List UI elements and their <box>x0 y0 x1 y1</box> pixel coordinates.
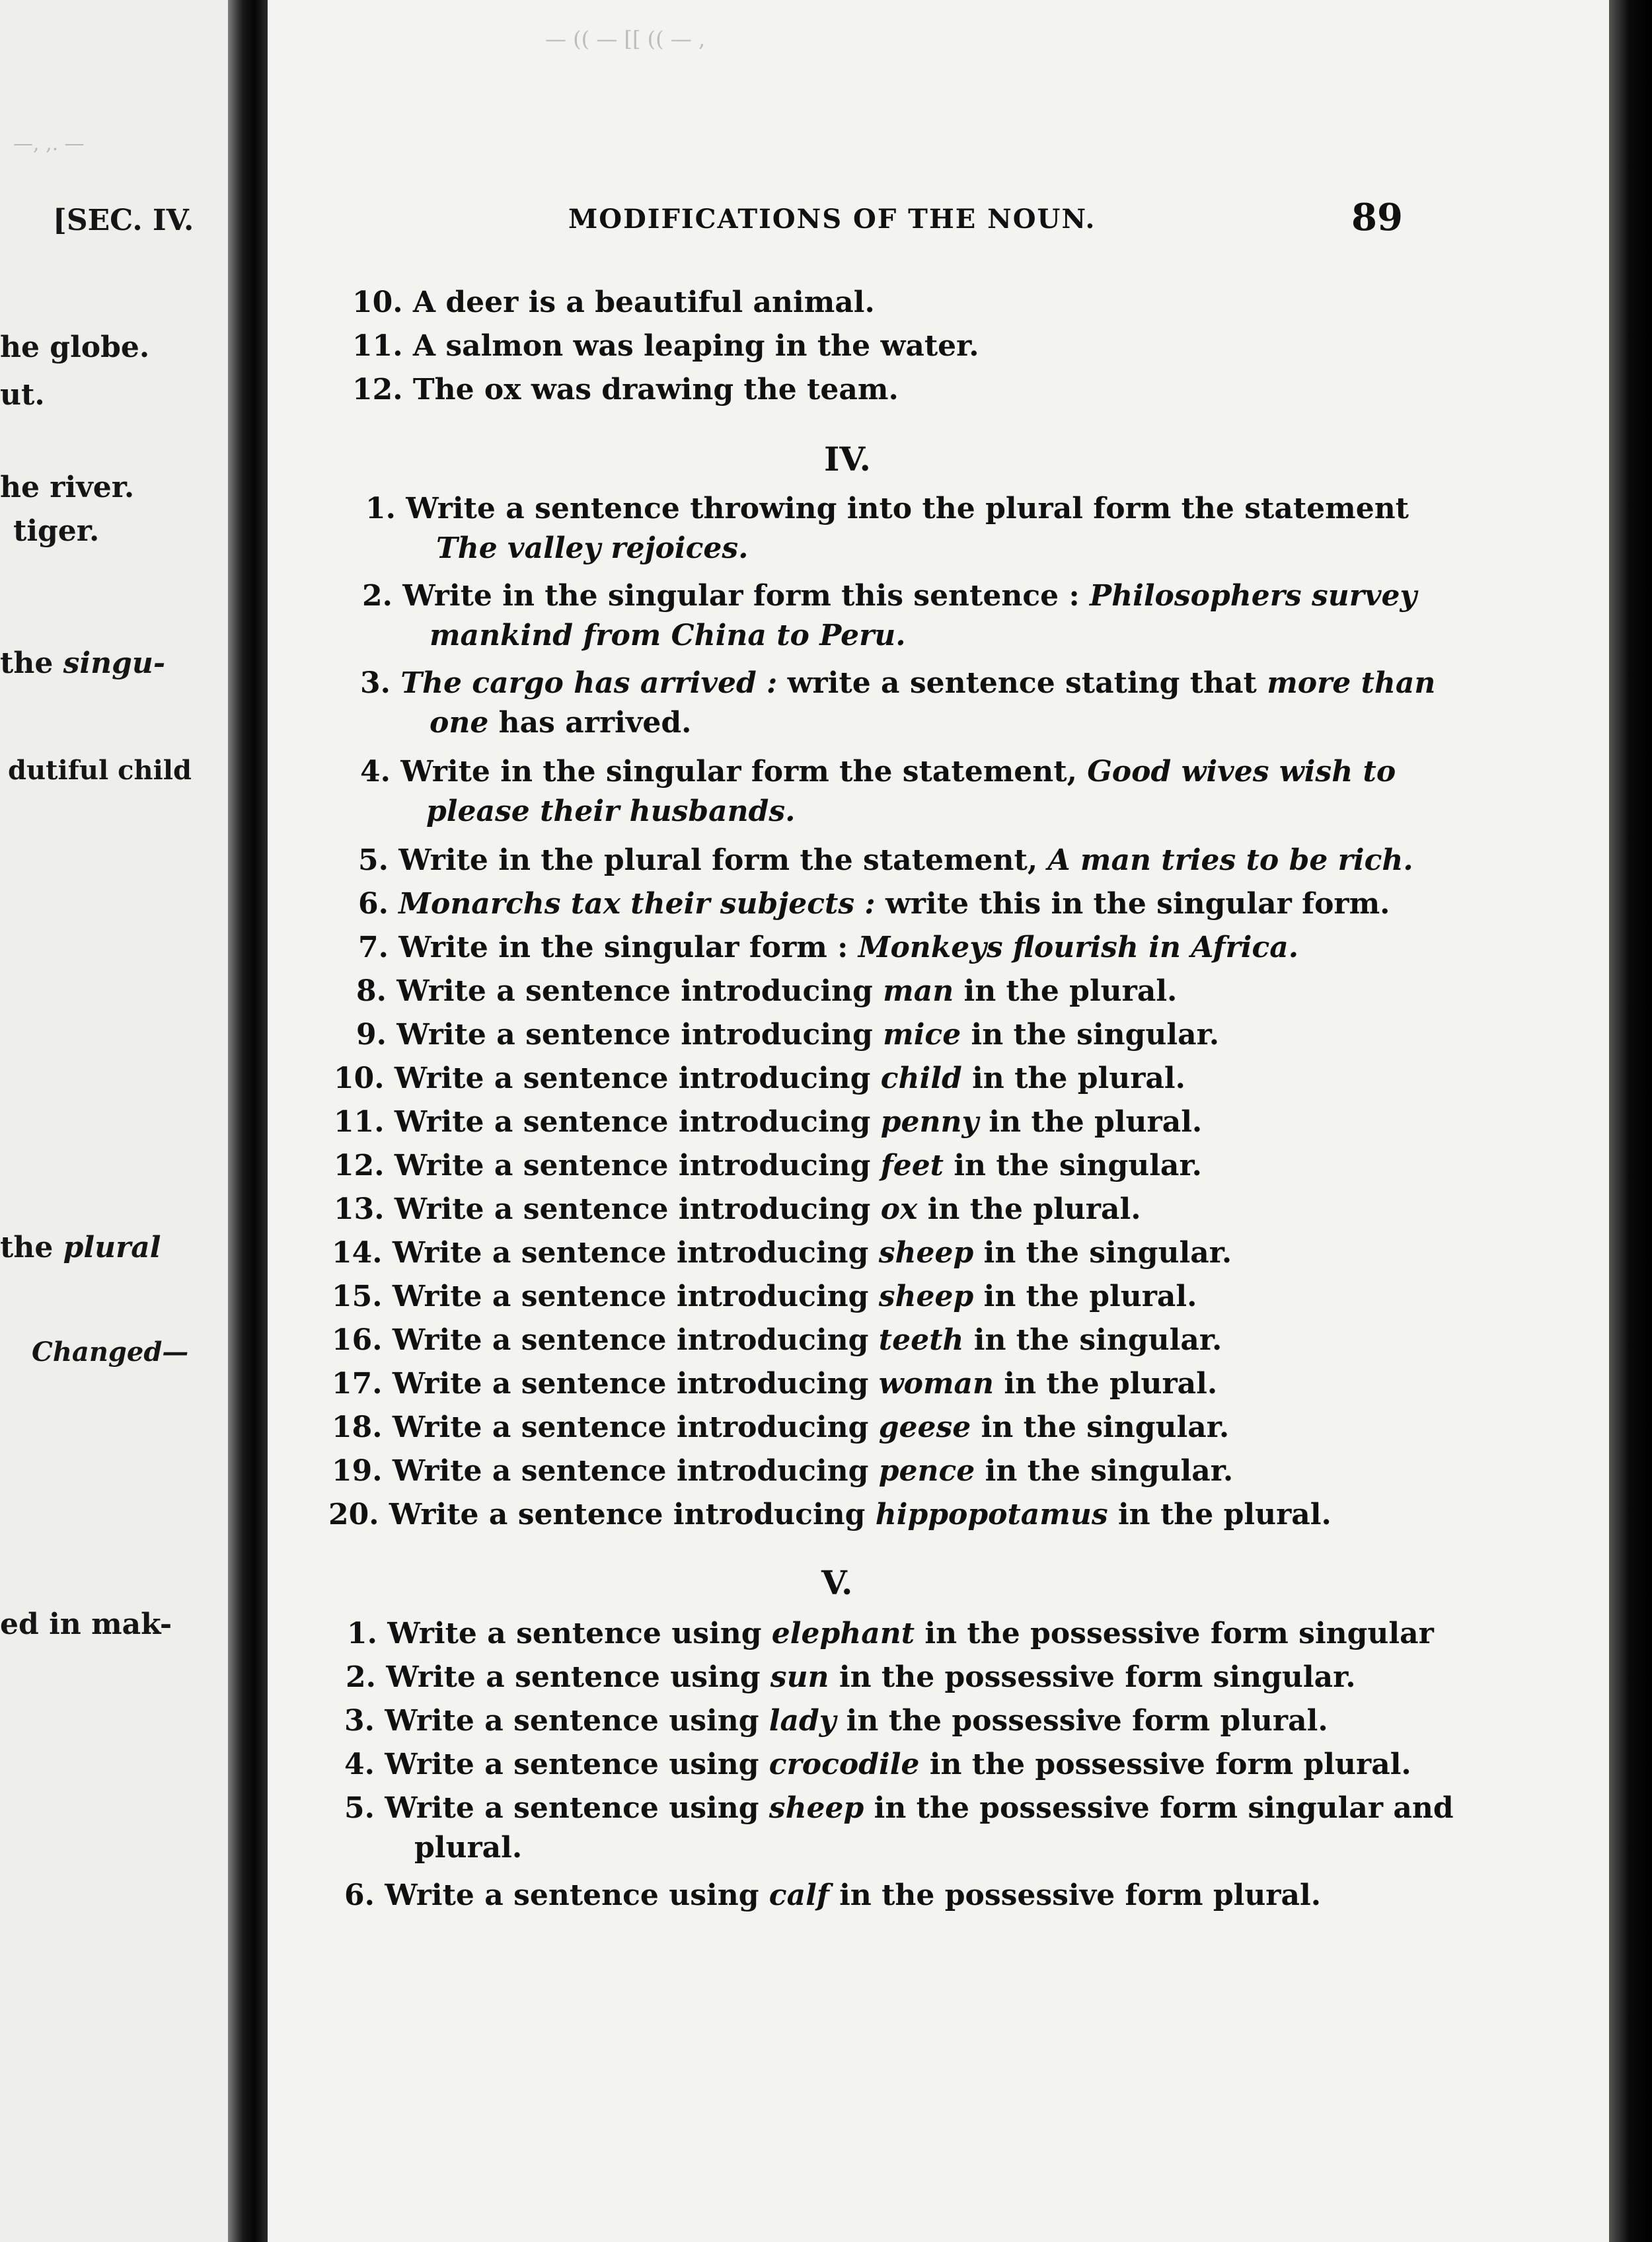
exercise-item: 5. Write in the plural form the statement, A man tries to be rich. <box>358 843 1413 877</box>
previous-page-margin <box>0 0 228 2242</box>
exercise-item: 3. Write a sentence using lady in the possessive form plural. <box>344 1704 1328 1738</box>
previous-page-fragment: dutiful child <box>8 755 192 786</box>
exercise-item: 1. Write a sentence throwing into the plural form the statement <box>365 492 1409 525</box>
previous-page-fragment: ed in mak- <box>0 1607 172 1641</box>
exercise-item: 6. Monarchs tax their subjects : write this in the singular form. <box>358 887 1390 921</box>
bleed-through-text: —, ,. — <box>13 132 85 155</box>
exercise-item: 9. Write a sentence introducing mice in the singular. <box>356 1018 1220 1052</box>
exercise-item: 11. Write a sentence introducing penny in the plural. <box>334 1105 1203 1139</box>
exercise-item-continuation: mankind from China to Peru. <box>430 619 906 652</box>
running-head: MODIFICATIONS OF THE NOUN. <box>568 204 1096 235</box>
exercise-item: 8. Write a sentence introducing man in the plural. <box>356 974 1178 1008</box>
exercise-item: 4. Write a sentence using crocodile in the possessive form plural. <box>344 1748 1411 1781</box>
exercise-item-continuation: please their husbands. <box>426 794 796 828</box>
exercise-item: 12. The ox was drawing the team. <box>352 373 899 406</box>
exercise-item: 6. Write a sentence using calf in the possessive form plural. <box>344 1878 1322 1912</box>
scan-edge <box>1609 0 1652 2242</box>
exercise-item: 10. A deer is a beautiful animal. <box>352 286 875 319</box>
section-heading-v: V. <box>821 1563 853 1602</box>
previous-page-fragment: he river. <box>0 471 135 504</box>
exercise-item: 20. Write a sentence introducing hippopotamus in the plural. <box>328 1498 1332 1531</box>
exercise-item: 15. Write a sentence introducing sheep in the plural. <box>332 1280 1197 1313</box>
book-gutter <box>228 0 268 2242</box>
exercise-item: 5. Write a sentence using sheep in the possessive form singular and <box>344 1791 1454 1825</box>
previous-page-fragment: tiger. <box>13 514 100 548</box>
previous-page-fragment: the plural <box>0 1231 161 1264</box>
exercise-item: 16. Write a sentence introducing teeth in the singular. <box>332 1323 1222 1357</box>
exercise-item: 10. Write a sentence introducing child in the plural. <box>334 1062 1185 1095</box>
exercise-item: 2. Write a sentence using sun in the possessive form singular. <box>346 1660 1356 1694</box>
exercise-item: 19. Write a sentence introducing pence in the singular. <box>332 1454 1234 1488</box>
previous-page-fragment: ut. <box>0 378 45 412</box>
exercise-item: 3. The cargo has arrived : write a sentence stating that more than <box>360 666 1436 700</box>
exercise-item-continuation: plural. <box>414 1831 523 1865</box>
book-page <box>268 0 1609 2242</box>
exercise-item: 11. A salmon was leaping in the water. <box>352 329 979 363</box>
bleed-through-text: — (( — [[ (( — , <box>545 26 706 52</box>
previous-page-fragment: Changed— <box>32 1336 189 1368</box>
exercise-item: 2. Write in the singular form this sentence : Philosophers survey <box>362 579 1417 613</box>
exercise-item-continuation: one has arrived. <box>430 706 692 740</box>
exercise-item: 4. Write in the singular form the statement, Good wives wish to <box>360 755 1396 789</box>
exercise-item: 13. Write a sentence introducing ox in the plural. <box>334 1192 1141 1226</box>
exercise-item: 1. Write a sentence using elephant in the possessive form singular <box>347 1617 1434 1650</box>
section-heading-iv: IV. <box>824 440 871 479</box>
exercise-item: 17. Write a sentence introducing woman in the plural. <box>332 1367 1218 1401</box>
exercise-item-continuation: The valley rejoices. <box>436 531 749 565</box>
previous-page-fragment: he globe. <box>0 330 150 364</box>
previous-page-section-label: [SEC. IV. <box>53 204 194 237</box>
exercise-item: 14. Write a sentence introducing sheep in the singular. <box>332 1236 1232 1270</box>
exercise-item: 12. Write a sentence introducing feet in the singular. <box>334 1149 1202 1182</box>
exercise-item: 18. Write a sentence introducing geese in the singular. <box>332 1411 1230 1444</box>
page-number: 89 <box>1351 196 1403 239</box>
exercise-item: 7. Write in the singular form : Monkeys flourish in Africa. <box>358 931 1299 964</box>
previous-page-fragment: the singu- <box>0 646 166 680</box>
